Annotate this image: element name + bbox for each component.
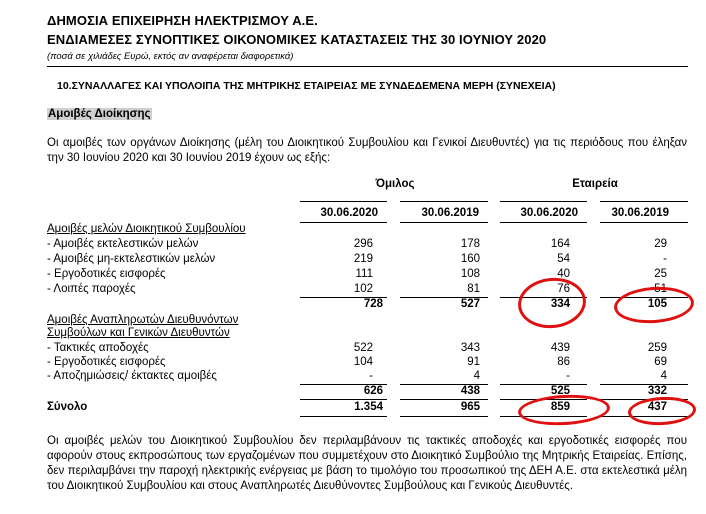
header-rule <box>600 201 688 202</box>
cell-value: 164 <box>550 238 570 250</box>
cell-value: 76 <box>557 283 570 295</box>
cell-value: 343 <box>460 342 480 354</box>
subsection-title: Αμοιβές Διοίκησης <box>48 108 151 120</box>
group-header-etaireia: Εταιρεία <box>572 178 618 190</box>
header-rule <box>500 201 587 202</box>
row-label: - Εργοδοτικές εισφορές <box>47 356 166 368</box>
group-header-omilos: Όμιλος <box>375 178 415 190</box>
total-rule <box>300 399 387 400</box>
header-rule <box>500 222 587 223</box>
cell-value: 178 <box>460 238 480 250</box>
cell-value: - <box>663 253 667 265</box>
cell-value: 40 <box>557 268 570 280</box>
subtotal-value: 438 <box>460 385 480 397</box>
row-label: - Τακτικές αποδοχές <box>47 342 149 354</box>
date-header: 30.06.2020 <box>520 207 578 219</box>
cell-value: 51 <box>654 283 667 295</box>
row-label: - Αποζημιώσεις/ έκτακτες αμοιβές <box>47 370 217 382</box>
total-double-rule <box>300 416 387 417</box>
total-rule <box>400 399 488 400</box>
header-rule <box>400 222 488 223</box>
section2-title: Συμβούλων και Γενικών Διευθυντών <box>47 327 230 339</box>
cell-value: 296 <box>353 238 373 250</box>
header-rule <box>300 201 387 202</box>
cell-value: 522 <box>353 342 373 354</box>
section2-title: Αμοιβές Αναπληρωτών Διευθυνόντων <box>47 314 239 326</box>
section-title: 10.ΣΥΝΑΛΛΑΓΕΣ ΚΑΙ ΥΠΟΛΟΙΠΑ ΤΗΣ ΜΗΤΡΙΚΗΣ ΕΤΑΙΡΕΙΑΣ ΜΕ ΣΥΝΔΕΔΕΜΕΝΑ ΜΕΡΗ (ΣΥΝΕΧΕΙΑ) <box>57 80 556 92</box>
grand-total-label: Σύνολο <box>47 401 88 413</box>
grand-total-value: 859 <box>550 401 570 413</box>
date-header: 30.06.2019 <box>611 207 669 219</box>
cell-value: - <box>369 370 373 382</box>
cell-value: 439 <box>550 342 570 354</box>
cell-value: 69 <box>654 356 667 368</box>
section1-title: Αμοιβές μελών Διοικητικού Συμβουλίου <box>47 223 246 235</box>
subtotal-value: 626 <box>363 385 383 397</box>
cell-value: 160 <box>460 253 480 265</box>
subtotal-value: 527 <box>460 298 480 310</box>
red-circle-annotation <box>517 393 610 428</box>
row-label: - Λοιπές παροχές <box>47 283 136 295</box>
cell-value: 104 <box>353 356 373 368</box>
total-double-rule <box>400 416 488 417</box>
grand-total-value: 437 <box>647 401 667 413</box>
cell-value: 4 <box>473 370 480 382</box>
header-rule <box>600 222 688 223</box>
cell-value: 108 <box>460 268 480 280</box>
amounts-note: (ποσά σε χιλιάδες Ευρώ, εκτός αν αναφέρεται διαφορετικά) <box>47 51 294 62</box>
cell-value: 54 <box>557 253 570 265</box>
cell-value: 259 <box>647 342 667 354</box>
subtotal-value: 728 <box>363 298 383 310</box>
cell-value: - <box>566 370 570 382</box>
cell-value: 219 <box>353 253 373 265</box>
date-header: 30.06.2020 <box>320 207 378 219</box>
subtotal-value: 525 <box>550 385 570 397</box>
cell-value: 81 <box>467 283 480 295</box>
cell-value: 91 <box>467 356 480 368</box>
grand-total-value: 1.354 <box>354 401 383 413</box>
row-label: - Αμοιβές εκτελεστικών μελών <box>47 238 199 250</box>
cell-value: 111 <box>355 268 373 280</box>
cell-value: 4 <box>660 370 667 382</box>
closing-paragraph: Οι αμοιβές μελών του Διοικητικού Συμβουλίου δεν περιλαμβάνουν τις τακτικές αποδοχές και εργοδοτικές εισφορές που αφορούν στους εκπροσώπους των εργαζομένων που συμμετέχουν στο Διοικητικό Συμβούλιο της Μητρικής Εταιρείας. Επίσης, δεν περιλαμβάνει την παροχή ηλεκτρικής ενέργειας με βάση το τιμολόγιο του προσωπικού της ΔΕΗ Α.Ε. στα εκτελεστικά μέλη του Διοικητικού Συμβουλίου και στους Αναπληρωτές Διευθύνοντες Συμβούλους και Γενικούς Διευθυντές. <box>47 435 687 492</box>
row-label: - Αμοιβές μη-εκτελεστικών μελών <box>47 253 216 265</box>
report-title: ΕΝΔΙΑΜΕΣΕΣ ΣΥΝΟΠΤΙΚΕΣ ΟΙΚΟΝΟΜΙΚΕΣ ΚΑΤΑΣΤΑΣΕΙΣ ΤΗΣ 30 ΙΟΥΝΙΟΥ 2020 <box>47 32 547 47</box>
intro-paragraph: Οι αμοιβές των οργάνων Διοίκησης (μέλη του Διοικητικού Συμβουλίου και Γενικοί Διευθυντές) για τις περιόδους που έληξαν την 30 Ιουνίου 2020 και 30 Ιουνίου 2019 έχουν ως εξής: <box>47 137 687 164</box>
grand-total-value: 965 <box>460 401 480 413</box>
row-label: - Εργοδοτικές εισφορές <box>47 268 166 280</box>
subtotal-value: 332 <box>647 385 667 397</box>
header-divider <box>47 66 688 67</box>
company-name: ΔΗΜΟΣΙΑ ΕΠΙΧΕΙΡΗΣΗ ΗΛΕΚΤΡΙΣΜΟΥ Α.Ε. <box>47 13 318 28</box>
cell-value: 102 <box>353 283 373 295</box>
cell-value: 29 <box>654 238 667 250</box>
subtotal-value: 105 <box>647 298 667 310</box>
header-rule <box>400 201 488 202</box>
date-header: 30.06.2019 <box>421 207 479 219</box>
header-rule <box>300 222 387 223</box>
cell-value: 25 <box>654 268 667 280</box>
cell-value: 86 <box>557 356 570 368</box>
subtotal-value: 334 <box>550 298 570 310</box>
